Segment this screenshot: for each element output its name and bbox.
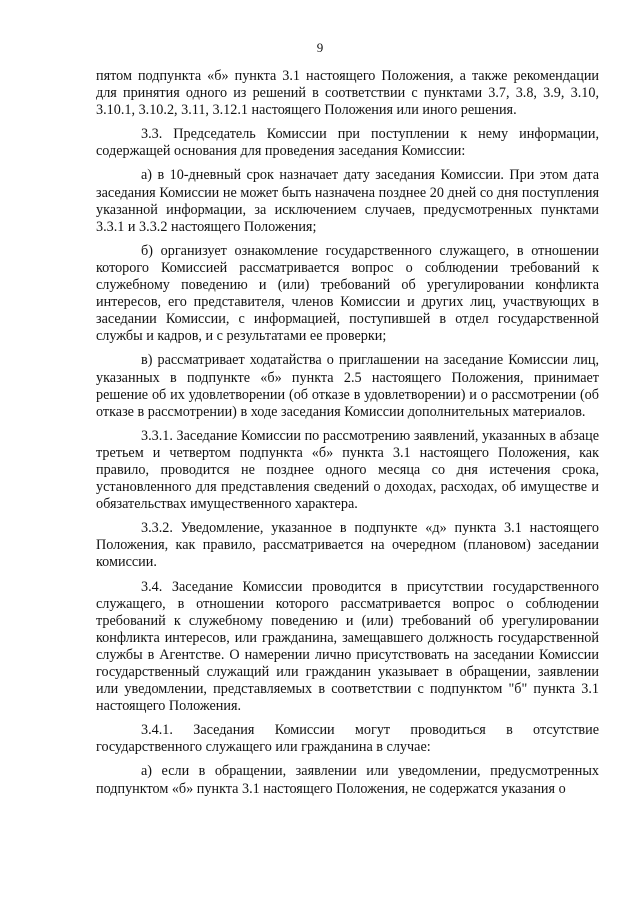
- paragraph-3-3-1: 3.3.1. Заседание Комиссии по рассмотрению заявлений, указанных в абзаце третьем и четвертом подпункта «б» пункта 3.1 настоящего Положения, как правило, проводится не позднее одного месяца со дня истечения срока, установленного для представления сведений о доходах, расходах, об имуществе и обязательствах имущественного характера.: [96, 427, 599, 513]
- document-body: [96, 68, 599, 805]
- paragraph-3-4-1: 3.4.1. Заседания Комиссии могут проводиться в отсутствие государственного служащего или гражданина в случае:: [96, 722, 599, 756]
- paragraph-3-4: 3.4. Заседание Комиссии проводится в присутствии государственного служащего, в отношении которого рассматривается вопрос о соблюдении требований к служебному поведению и (или) требований об урегулировании конфликта интересов, или гражданина, замещавшего должность государственной службы в Агентстве. О намерении лично присутствовать на заседании Комиссии государственный служащий или гражданин указывает в обращении, заявлении или уведомлении, представляемых в соответствии с подпунктом "б" пункта 3.1 настоящего Положения.: [96, 578, 599, 715]
- paragraph-3-3-a: а) в 10-дневный срок назначает дату заседания Комиссии. При этом дата заседания Комиссии не может быть назначена позднее 20 дней со дня поступления указанной информации, за исключением случаев, предусмотренных пунктами 3.3.1 и 3.3.2 настоящего Положения;: [96, 167, 599, 235]
- page-number: 9: [316, 40, 324, 55]
- paragraph-3-3-b: б) организует ознакомление государственного служащего, в отношении которого Комиссией рассматривается вопрос о соблюдении требований к служебному поведению и (или) требований об урегулировании конфликта интересов, его представителя, членов Комиссии и других лиц, участвующих в заседании Комиссии, с информацией, поступившей в отдел государственной службы и кадров, и с результатами ее проверки;: [96, 242, 599, 345]
- paragraph-3-3-2: 3.3.2. Уведомление, указанное в подпункте «д» пункта 3.1 настоящего Положения, как правило, рассматривается на очередном (плановом) заседании комиссии.: [96, 520, 599, 571]
- paragraph-3-4-1-a: а) если в обращении, заявлении или уведомлении, предусмотренных подпунктом «б» пункта 3.1 настоящего Положения, не содержатся указания о: [96, 763, 599, 797]
- paragraph-3-3: 3.3. Председатель Комиссии при поступлении к нему информации, содержащей основания для проведения заседания Комиссии:: [96, 126, 599, 160]
- paragraph-continuation: пятом подпункта «б» пункта 3.1 настоящего Положения, а также рекомендации для принятия одного из решений в соответствии с пунктами 3.7, 3.8, 3.9, 3.10, 3.10.1, 3.10.2, 3.11, 3.12.1 настоящего Положения или иного решения.: [96, 68, 599, 119]
- paragraph-3-3-v: в) рассматривает ходатайства о приглашении на заседание Комиссии лиц, указанных в подпункте «б» пункта 2.5 настоящего Положения, принимает решение об их удовлетворении (об отказе в удовлетворении) и о рассмотрении (об отказе в рассмотрении) в ходе заседания Комиссии дополнительных материалов.: [96, 352, 599, 420]
